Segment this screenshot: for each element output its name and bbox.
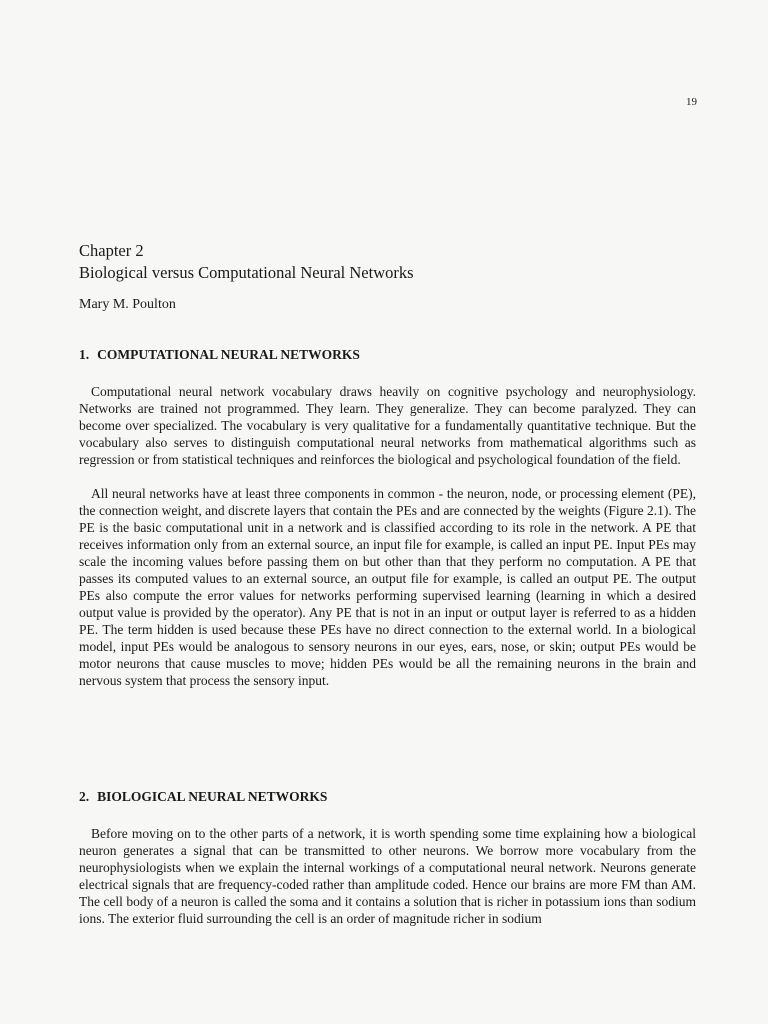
author-name: Mary M. Poulton [79, 297, 176, 312]
section-number: 1. [79, 347, 90, 362]
section-heading [79, 789, 696, 805]
chapter-label: Chapter 2 [79, 241, 144, 260]
chapter-header [79, 240, 699, 284]
section-computational [79, 347, 696, 706]
section-title: BIOLOGICAL NEURAL NETWORKS [97, 789, 328, 804]
paragraph: All neural networks have at least three components in common - the neuron, node, or processing element (PE), the connection weight, and discrete layers that contain the PEs and are connected by the weights (Figure 2.1). The PE is the basic computational unit in a network and is classified according to its role in the network. A PE that receives information only from an external source, an input file for example, is called an input PE. Input PEs may scale the incoming values before passing them on but other than that they perform no computation. A PE that passes its computed values to an external source, an output file for example, is called an output PE. The output PEs also compute the error values for networks performing supervised learning (learning in which a desired output value is provided by the operator). Any PE that is not in an input or output layer is referred to as a hidden PE. The term hidden is used because these PEs have no direct connection to the external world. In a biological model, input PEs would be analogous to sensory neurons in our eyes, ears, nose, or skin; output PEs would be motor neurons that cause muscles to move; hidden PEs would be all the remaining neurons in the brain and nervous system that process the sensory input. [79, 486, 696, 688]
section-biological [79, 789, 696, 944]
page-number: 19 [686, 96, 697, 108]
paragraph: Before moving on to the other parts of a network, it is worth spending some time explaining how a biological neuron generates a signal that can be transmitted to other neurons. We borrow more vocabulary from the neurophysiologists when we explain the internal workings of a computational neural network. Neurons generate electrical signals that are frequency-coded rather than amplitude coded. Hence our brains are more FM than AM. The cell body of a neuron is called the soma and it contains a solution that is richer in potassium ions than sodium ions. The exterior fluid surrounding the cell is an order of magnitude richer in sodium [79, 826, 696, 926]
section-title: COMPUTATIONAL NEURAL NETWORKS [97, 347, 360, 362]
section-heading [79, 347, 696, 363]
section-number: 2. [79, 789, 90, 804]
paragraph: Computational neural network vocabulary draws heavily on cognitive psychology and neurophysiology. Networks are trained not programmed. They learn. They generalize. They can become paralyzed. They can become over specialized. The vocabulary is very qualitative for a fundamentally quantitative technique. But the vocabulary also serves to distinguish computational neural networks from mathematical algorithms such as regression or from statistical techniques and reinforces the biological and psychological foundation of the field. [79, 384, 696, 467]
chapter-title: Biological versus Computational Neural Networks [79, 263, 414, 282]
